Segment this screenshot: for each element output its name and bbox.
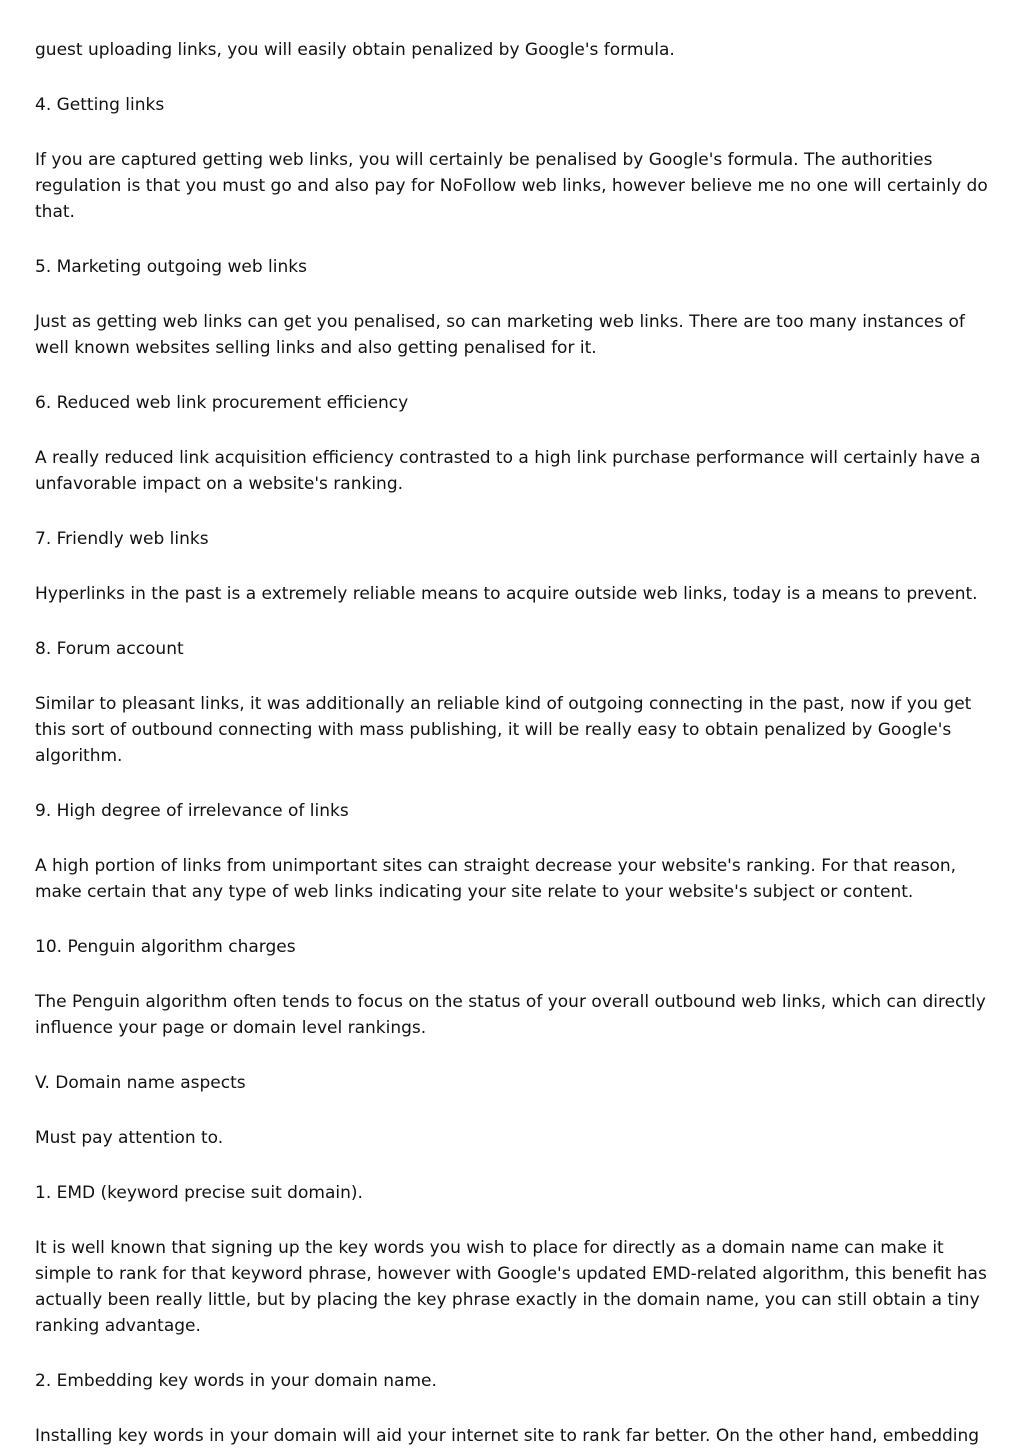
paragraph-must-pay-attention: Must pay attention to. (35, 1128, 224, 1148)
heading-reduced-link-efficiency: 6. Reduced web link procurement efficiency (35, 393, 409, 413)
paragraph-embedding-key-words: Installing key words in your domain will aid your internet site to rank far better. On the other hand, embedding (35, 1426, 980, 1446)
paragraph-continued-text: guest uploading links, you will easily obtain penalized by Google's formula. (35, 40, 675, 60)
paragraph-penguin-charges: The Penguin algorithm often tends to focus on the status of your overall outbound web links, which can directly influence your page or domain level rankings. (35, 992, 986, 1038)
heading-penguin-charges: 10. Penguin algorithm charges (35, 937, 296, 957)
heading-marketing-outgoing-links: 5. Marketing outgoing web links (35, 257, 307, 277)
paragraph-irrelevance-of-links: A high portion of links from unimportant sites can straight decrease your website's ranking. For that reason, make certain that any type of web links indicating your site relate to your website's subject or content. (35, 856, 957, 902)
heading-domain-name-aspects: V. Domain name aspects (35, 1073, 246, 1093)
paragraph-emd: It is well known that signing up the key words you wish to place for directly as a domain name can make it simple to rank for that keyword phrase, however with Google's updated EMD-related algorithm, this benefit has actually been really little, but by placing the key phrase exactly in the domain name, you can still obtain a tiny ranking advantage. (35, 1238, 987, 1336)
heading-emd: 1. EMD (keyword precise suit domain). (35, 1183, 363, 1203)
paragraph-friendly-links: Hyperlinks in the past is a extremely reliable means to acquire outside web links, today is a means to prevent. (35, 584, 978, 604)
paragraph-reduced-link-efficiency: A really reduced link acquisition efficiency contrasted to a high link purchase performance will certainly have a unfavorable impact on a website's ranking. (35, 448, 981, 494)
heading-irrelevance-of-links: 9. High degree of irrelevance of links (35, 801, 349, 821)
heading-forum-account: 8. Forum account (35, 639, 184, 659)
paragraph-getting-links: If you are captured getting web links, you will certainly be penalised by Google's formula. The authorities regulation is that you must go and also pay for NoFollow web links, however believe me no one will certainly do that. (35, 150, 988, 222)
heading-embedding-key-words: 2. Embedding key words in your domain name. (35, 1371, 437, 1391)
heading-friendly-links: 7. Friendly web links (35, 529, 209, 549)
paragraph-marketing-outgoing-links: Just as getting web links can get you penalised, so can marketing web links. There are too many instances of well known websites selling links and also getting penalised for it. (35, 312, 965, 358)
paragraph-forum-account: Similar to pleasant links, it was additionally an reliable kind of outgoing connecting in the past, now if you get this sort of outbound connecting with mass publishing, it will be really easy to obtain penalized by Google's algorithm. (35, 694, 972, 766)
heading-getting-links: 4. Getting links (35, 95, 165, 115)
